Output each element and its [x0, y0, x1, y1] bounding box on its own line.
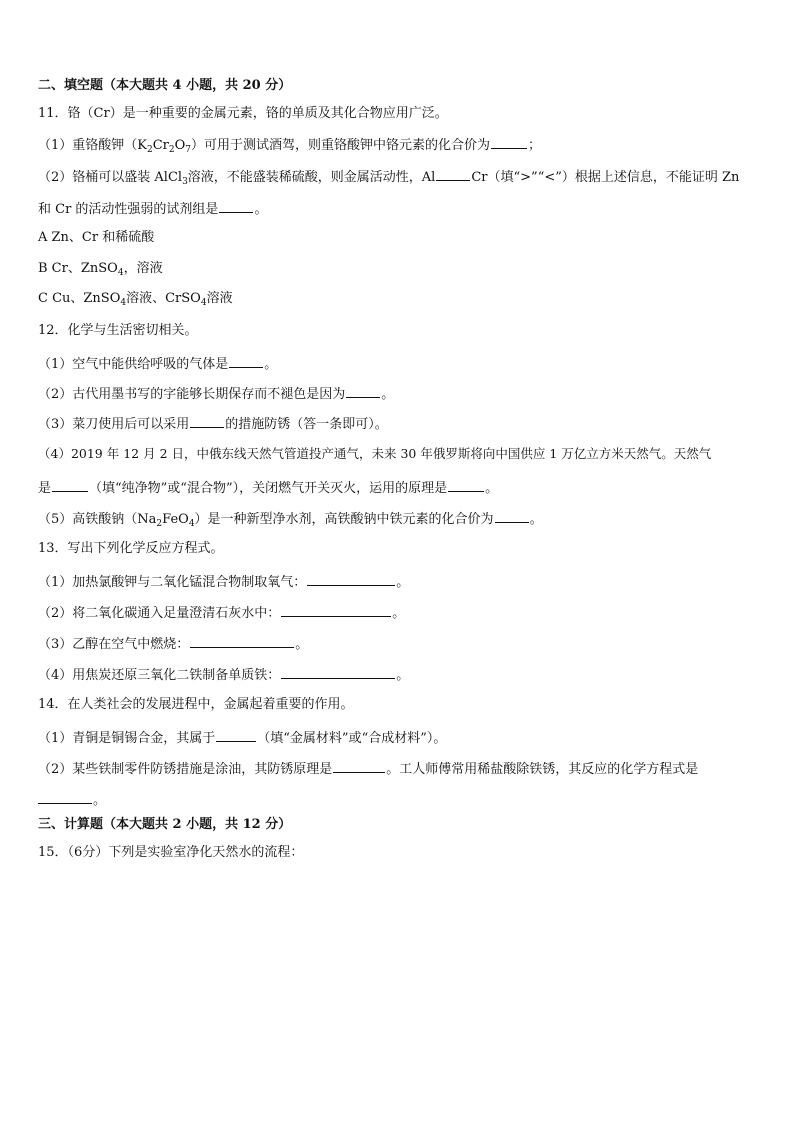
q14-part2-cont: 。 — [38, 791, 106, 809]
q12-part4: （4）2019 年 12 月 2 日，中俄东线天然气管道投产通气，未来 30 年俄罗斯将向中国供应 1 万亿立方米天然气。天然气 — [38, 446, 712, 461]
q11-stem: 11．铬（Cr）是一种重要的金属元素，铬的单质及其化合物应用广泛。 — [38, 106, 448, 121]
answer-blank[interactable] — [491, 136, 527, 149]
q11-option-b: B Cr、ZnSO$_4$，溶液 — [38, 261, 163, 278]
answer-blank[interactable] — [346, 385, 380, 398]
q12-part4-cont: 是 （填“纯净物”或“混合物”），关闭燃气开关灭火，运用的原理是 。 — [38, 481, 499, 496]
q13-part4: （4）用焦炭还原三氧化二铁制备单质铁： 。 — [38, 668, 410, 683]
q11-option-c: C Cu、ZnSO$_4$溶液、CrSO$_4$溶液 — [38, 291, 233, 308]
q11-part2: （2）铬桶可以盛装 AlCl$_3$溶液，不能盛装稀硫酸，则金属活动性，Al Cr（填“>”“<”）根据上述信息，不能证明 Zn — [38, 170, 740, 187]
section-3-title: 三、计算题（本大题共 2 小题，共 12 分） — [38, 817, 292, 832]
answer-blank[interactable] — [281, 666, 395, 679]
q13-stem: 13．写出下列化学反应方程式。 — [38, 541, 224, 556]
q13-part1: （1）加热氯酸钾与二氧化锰混合物制取氧气： 。 — [38, 575, 410, 590]
answer-blank[interactable] — [333, 760, 385, 773]
answer-blank[interactable] — [229, 355, 263, 368]
q15-stem: 15．（6分）下列是实验室净化天然水的流程： — [38, 845, 304, 860]
q12-part5: （5）高铁酸钠$(Na_2FeO_4)$是一种新型净水剂，高铁酸钠中铁元素的化合价为 。 — [38, 512, 543, 529]
answer-blank[interactable] — [281, 604, 391, 617]
q12-part3: （3）菜刀使用后可以采用 的措施防锈（答一条即可）。 — [38, 417, 388, 432]
answer-blank[interactable] — [190, 635, 294, 648]
q12-part2: （2）古代用墨书写的字能够长期保存而不褪色是因为 。 — [38, 387, 395, 402]
q12-stem: 12．化学与生活密切相关。 — [38, 323, 198, 338]
q11-part2-cont: 和 Cr 的活动性强弱的试剂组是 。 — [38, 202, 268, 217]
q11-option-a: A Zn、Cr 和稀硫酸 — [38, 230, 155, 245]
q14-stem: 14．在人类社会的发展进程中，金属起着重要的作用。 — [38, 697, 354, 712]
answer-blank[interactable] — [495, 510, 529, 523]
q13-part2: （2）将二氧化碳通入足量澄清石灰水中： 。 — [38, 606, 406, 621]
answer-blank[interactable] — [38, 791, 92, 804]
q13-part3: （3）乙醇在空气中燃烧： 。 — [38, 637, 309, 652]
answer-blank[interactable] — [190, 415, 224, 428]
q14-part1: （1）青铜是铜锡合金，其属于 （填“金属材料”或“合成材料”）。 — [38, 731, 447, 746]
answer-blank[interactable] — [307, 573, 395, 586]
answer-blank[interactable] — [448, 479, 484, 492]
q14-part2: （2）某些铁制零件防锈措施是涂油，其防锈原理是 。工人师傅常用稀盐酸除铁锈，其反应的化学方程式是 — [38, 762, 699, 777]
answer-blank[interactable] — [52, 479, 88, 492]
answer-blank[interactable] — [219, 200, 253, 213]
q11-part1: （1）重铬酸钾$(K_2Cr_2O_7)$可用于测试酒驾，则重铬酸钾中铬元素的化合价为 ； — [38, 138, 542, 155]
answer-blank[interactable] — [436, 168, 470, 181]
answer-blank[interactable] — [216, 729, 256, 742]
q12-part1: （1）空气中能供给呼吸的气体是 。 — [38, 357, 278, 372]
section-2-title: 二、填空题（本大题共 4 小题，共 20 分） — [38, 78, 292, 93]
